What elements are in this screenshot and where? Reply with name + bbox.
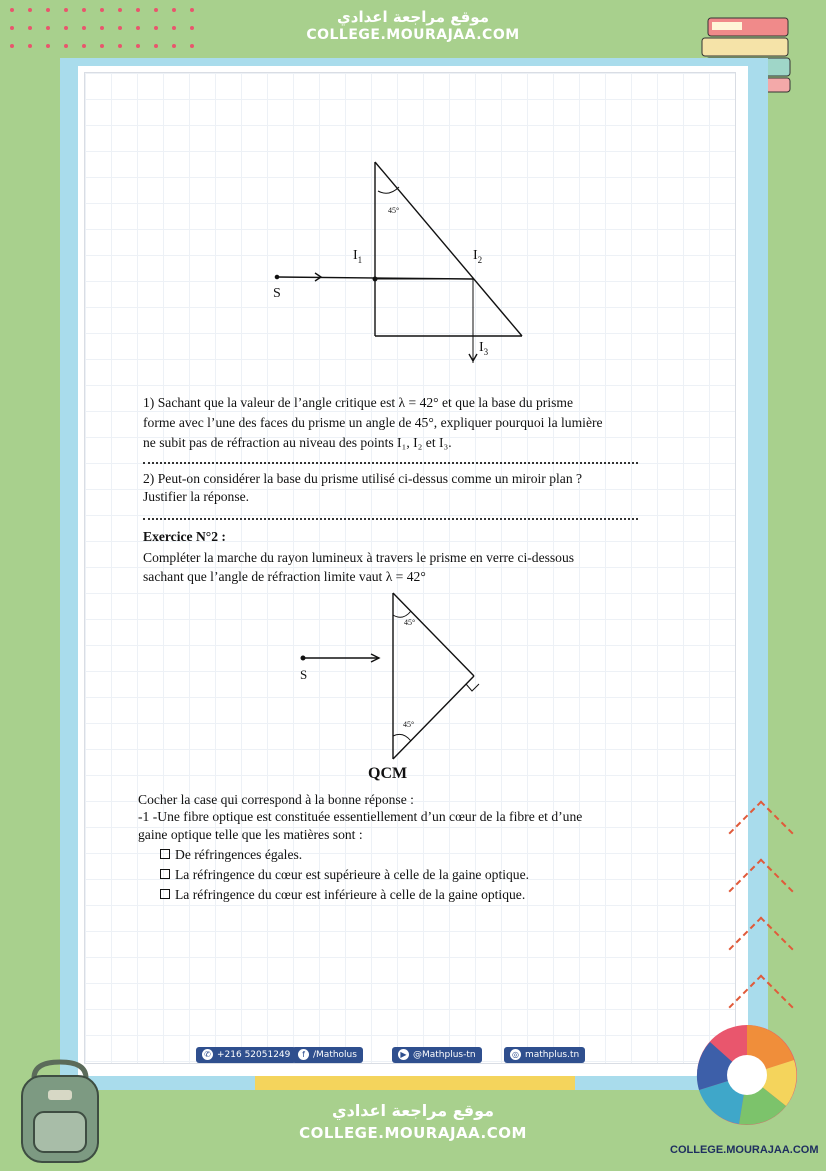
checkbox-icon[interactable] (160, 869, 170, 879)
qcm-option: De réfringences égales. (160, 846, 302, 863)
facebook-icon: f (298, 1049, 309, 1060)
footer-site[interactable]: COLLEGE.MOURAJAA.COM (299, 1124, 527, 1142)
label-I3: $I_3$ (479, 340, 489, 357)
decorative-dots (10, 44, 194, 48)
question1-line3: ne subit pas de réfraction au niveau des points I₁, I₂ et I₃. (143, 435, 452, 450)
qcm-option: La réfringence du cœur est inférieure à celle de la gaine optique. (160, 886, 525, 903)
logo-wheel-icon (694, 1022, 800, 1140)
decorative-dots (10, 8, 194, 12)
globe-icon: ◎ (510, 1049, 521, 1060)
footer-banner (262, 1100, 564, 1144)
backpack-icon (4, 1058, 116, 1166)
footer-arabic: موقع مراجعة اعدادي (331, 1101, 495, 1120)
label-I2: $I_2$ (473, 248, 483, 265)
header-site[interactable]: COLLEGE.MOURAJAA.COM (306, 27, 520, 43)
exercise2-title: Exercice N°2 : (143, 529, 226, 544)
youtube-icon: ▶ (398, 1049, 409, 1060)
qcm-instruction: Cocher la case qui correspond à la bonne réponse : (138, 792, 414, 807)
website-badge[interactable]: ◎ mathplus.tn (504, 1047, 585, 1063)
angle-label-top: 45° (404, 618, 416, 627)
checkbox-icon[interactable] (160, 889, 170, 899)
facebook-badge[interactable]: f /Matholus (292, 1047, 363, 1063)
phone-icon: ✆ (202, 1049, 213, 1060)
question2-line2: Justifier la réponse. (143, 489, 250, 504)
qcm-title: QCM (368, 765, 408, 782)
exercise2-line1: Compléter la marche du rayon lumineux à travers le prisme en verre ci-dessous (143, 550, 575, 565)
decorative-dots (10, 26, 194, 30)
exercise2-line2: sachant que l’angle de réfraction limite vaut λ = 42° (143, 569, 426, 584)
qcm-option: La réfringence du cœur est supérieure à celle de la gaine optique. (160, 866, 529, 883)
answer-dots (143, 518, 638, 520)
label-S2: S (300, 667, 308, 682)
question1-line2: forme avec l’une des faces du prisme un angle de 45°, expliquer pourquoi la lumière (143, 415, 603, 430)
question1-line1: 1) Sachant que la valeur de l’angle critique est λ = 42° et que la base du prisme (143, 395, 574, 410)
label-S1: S (273, 286, 281, 301)
answer-dots (143, 462, 638, 464)
checkbox-icon[interactable] (160, 849, 170, 859)
label-I1: $I_1$ (353, 248, 363, 265)
site-logo[interactable] (694, 1022, 800, 1140)
qcm-question-line1: -1 -Une fibre optique est constituée essentiellement d’un cœur de la fibre et d’une (138, 809, 583, 824)
header-arabic: موقع مراجعة اعدادي (337, 8, 489, 26)
qcm-question-line2: gaine optique telle que les matières sont : (138, 827, 363, 842)
header-banner (262, 8, 564, 44)
logo-site-text[interactable]: COLLEGE.MOURAJAA.COM (670, 1144, 819, 1156)
angle-label-1: 45° (388, 206, 400, 215)
angle-label-bottom: 45° (403, 720, 415, 729)
phone-badge[interactable]: ✆ +216 52051249 (196, 1047, 296, 1063)
youtube-badge[interactable]: ▶ @Mathplus-tn (392, 1047, 482, 1063)
question2-line1: 2) Peut-on considérer la base du prisme utilisé ci-dessus comme un miroir plan ? (143, 471, 583, 486)
